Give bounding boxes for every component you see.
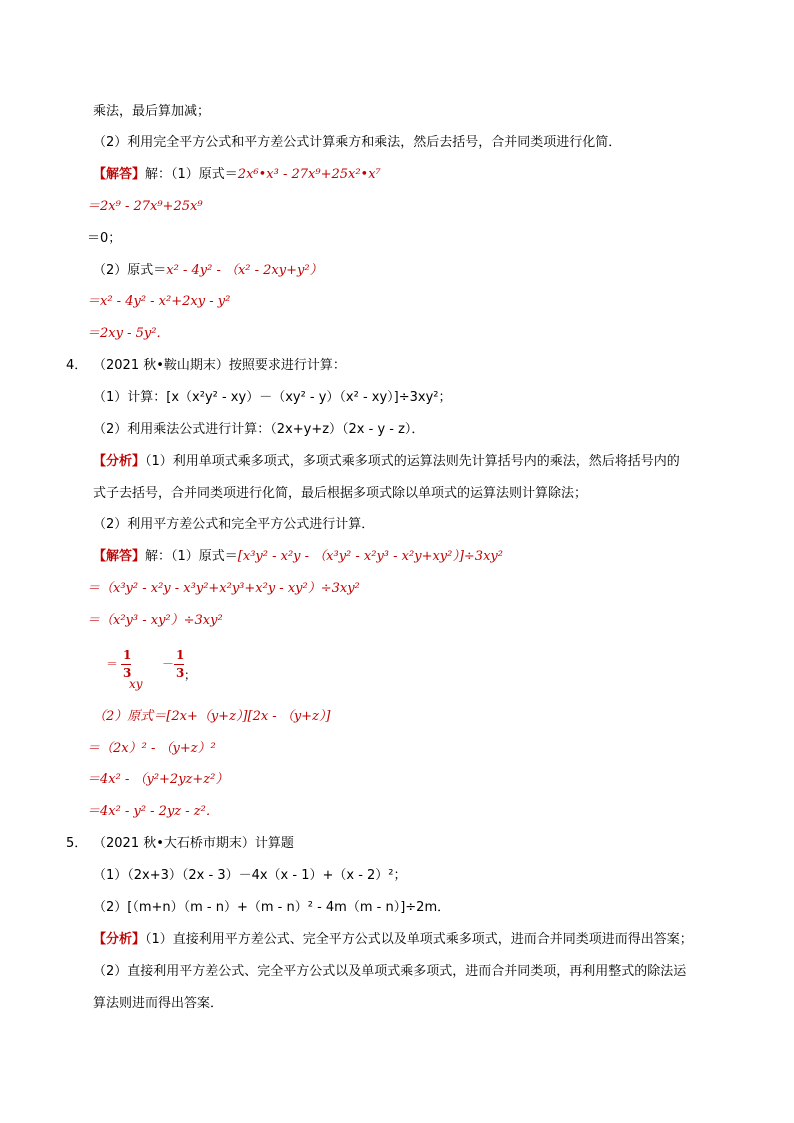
text-line: （2）利用完全平方公式和平方差公式计算乘方和乘法，然后去括号，合并同类项进行化简． (93, 135, 622, 150)
fraction-denominator: 3 (123, 666, 132, 680)
analysis-tag: 【分析】 (93, 454, 146, 469)
math-line: ＝x² - 4y² - x²+2xy - y² (87, 294, 231, 309)
semicolon: ； (184, 668, 197, 682)
fraction-bar (174, 664, 184, 665)
math-line: （2）原式＝[2x+（y+z）][2x - （y+z）] (93, 709, 331, 724)
math-line: ＝（x²y³ - xy²）÷3xy² (87, 613, 223, 628)
question-title: （2021 秋•大石桥市期末）计算题 (93, 836, 294, 851)
math-line: ＝2xy - 5y²． (87, 326, 170, 341)
text-line: 算法则进而得出答案． (93, 996, 224, 1011)
solution-line (93, 166, 381, 184)
math-line: ＝4x² - y² - 2yz - z²． (87, 804, 219, 819)
math-expression: 2x⁶•x³ - 27x⁹+25x²•x⁷ (237, 167, 381, 182)
math-line: ＝4x² - （y²+2yz+z²） (87, 772, 229, 787)
math-expression: x² - 4y² - （x² - 2xy+y²） (166, 263, 323, 278)
analysis-line (93, 931, 693, 949)
text: 解：（1）原式＝ (145, 549, 238, 564)
solution-line (93, 548, 503, 566)
math-expression: [x³y² - x²y - （x³y² - x²y³ - x²y+xy²）]÷3xy² (237, 549, 503, 564)
answer-tag: 【解答】 (93, 167, 146, 182)
text: 解：（1）原式＝ (145, 167, 238, 182)
text-line: 乘法，最后算加减； (93, 104, 211, 119)
question-part: （2）利用乘法公式进行计算：（2x+y+z）（2x - y - z）． (93, 422, 425, 437)
math-line: ＝（x³y² - x²y - x³y²+x²y³+x²y - xy²）÷3xy² (87, 581, 360, 596)
question-number: 5． (66, 836, 88, 851)
question-number: 4． (66, 358, 88, 373)
text-line: ＝0； (87, 231, 122, 246)
fraction-bar (121, 664, 131, 665)
text-line: （2）直接利用平方差公式、完全平方公式以及单项式乘多项式，进而合并同类项，再利用整式的除法运 (93, 964, 687, 979)
question-part: （1）（2x+3）（2x - 3）－4x（x - 1）+（x - 2）²； (93, 868, 407, 883)
text: （1）利用单项式乘多项式，多项式乘多项式的运算法则先计算括号内的乘法，然后将括号内的 (145, 454, 680, 469)
math-line: ＝2x⁹ - 27x⁹+25x⁹ (87, 199, 203, 214)
text: （1）直接利用平方差公式、完全平方公式以及单项式乘多项式，进而合并同类项进而得出答案； (145, 932, 693, 947)
fraction-denominator: 3 (176, 666, 185, 680)
minus-sign: － (162, 657, 175, 671)
fraction-variable: xy (129, 677, 143, 691)
question-part: （2）[（m+n）（m - n）+（m - n）² - 4m（m - n）]÷2m． (93, 900, 451, 915)
text-line: （2）利用平方差公式和完全平方公式进行计算． (93, 517, 375, 532)
text-line: 式子去括号，合并同类项进行化简，最后根据多项式除以单项式的运算法则计算除法； (93, 486, 588, 501)
math-line: ＝（2x）² - （y+z）² (87, 741, 216, 756)
analysis-line (93, 453, 680, 471)
fraction-numerator: 1 (123, 648, 132, 662)
analysis-tag: 【分析】 (93, 932, 146, 947)
fraction-numerator: 1 (176, 648, 185, 662)
solution-line (93, 262, 323, 280)
question-title: （2021 秋•鞍山期末）按照要求进行计算： (93, 358, 346, 373)
answer-tag: 【解答】 (93, 549, 146, 564)
question-part: （1）计算：[x（x²y² - xy）－（xy² - y）（x² - xy）]÷3xy²； (93, 390, 452, 405)
text: （2）原式＝ (93, 263, 167, 278)
equals-sign: ＝ (106, 657, 119, 671)
